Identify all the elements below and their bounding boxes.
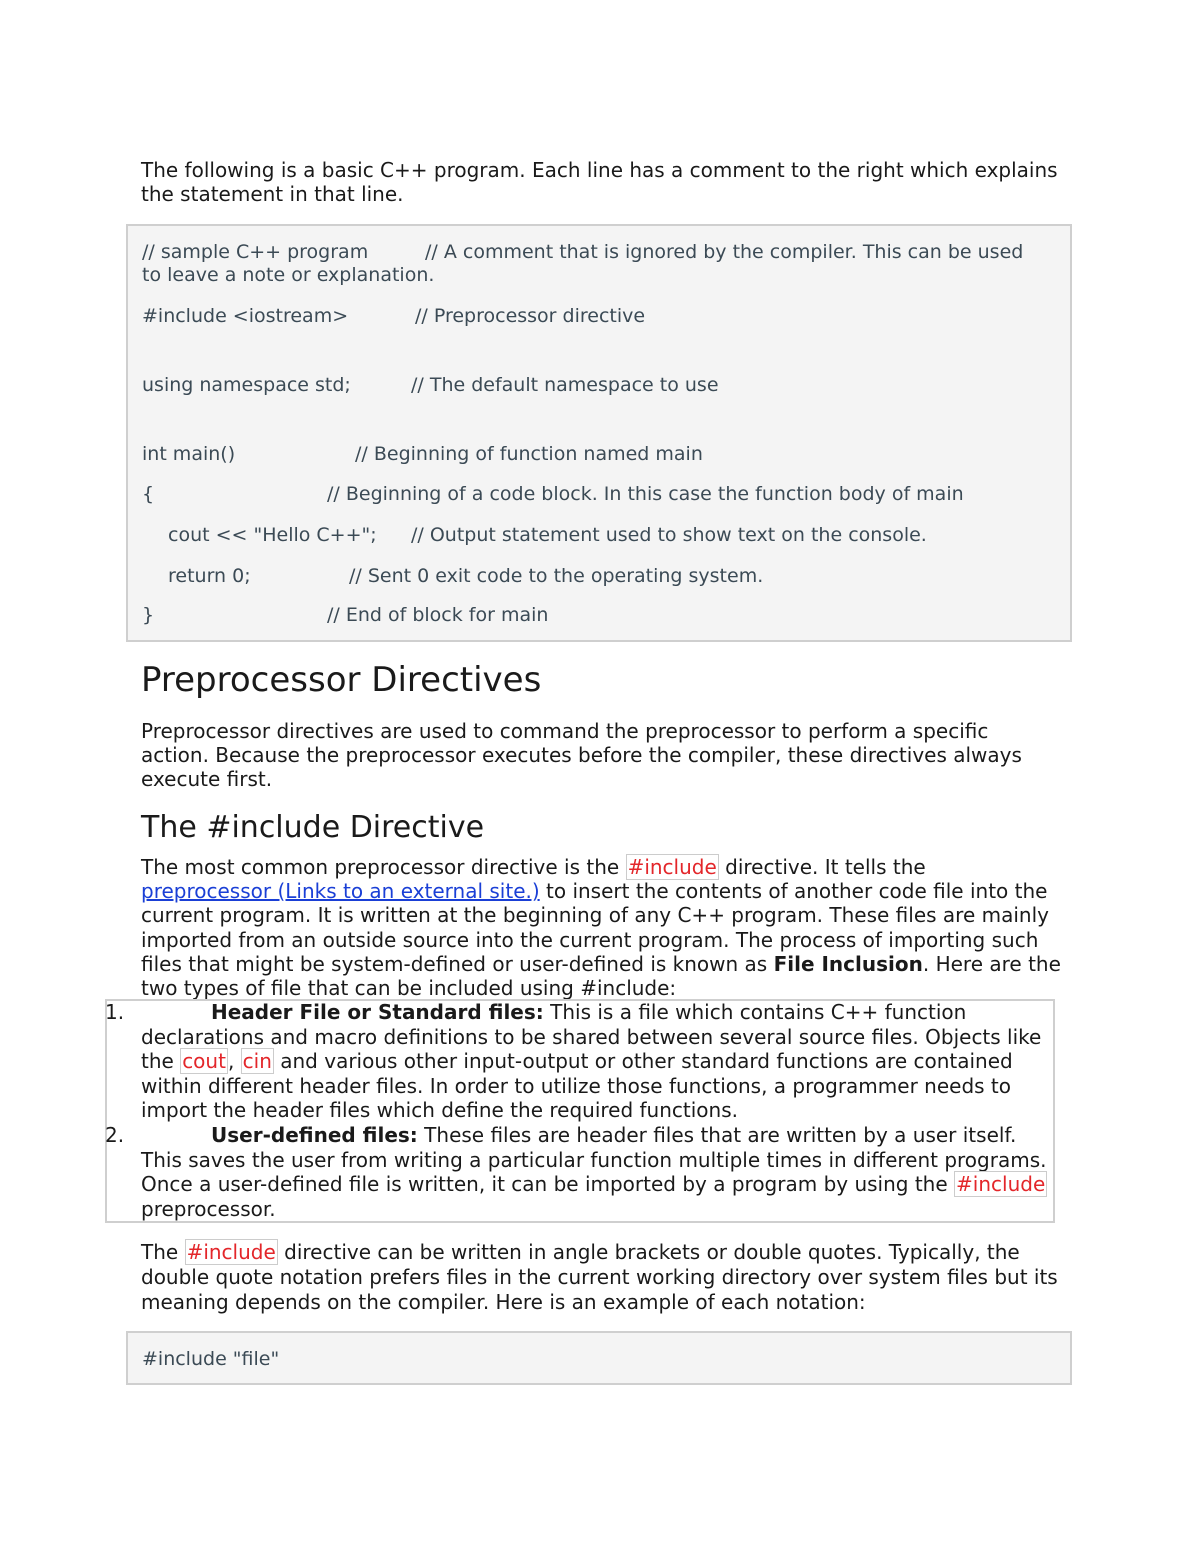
list-number: 1. bbox=[105, 1000, 125, 1024]
text-run: . Here are the two types of file that can be included using #include: bbox=[141, 951, 1061, 1001]
list-item-title: User-defined files: bbox=[211, 1123, 418, 1147]
preprocessor-external-link[interactable]: preprocessor (Links to an external site.) bbox=[141, 879, 540, 904]
code-line-3 bbox=[142, 374, 719, 397]
text-run: to insert the contents of another code file into the current program. It is written at the beginning of any C++ program. These files are mainly imported from an outside source into the current program. The process of importing such files that might be system-defined or user-defined is known as bbox=[141, 879, 1049, 976]
bold-term: File Inclusion bbox=[773, 951, 923, 976]
text-run: These files are header files that are written by a user itself. This saves the user from writing a particular function multiple times in different programs. Once a user-defined file is written, it can be imported by a program by using the bbox=[141, 1123, 1047, 1196]
code-line-6 bbox=[168, 524, 927, 547]
notation-paragraph bbox=[141, 1240, 1061, 1315]
code-line-2 bbox=[142, 305, 646, 328]
code-comment: // A comment that is ignored by the compiler. This can be used bbox=[425, 241, 1024, 263]
list-item bbox=[105, 1000, 1053, 1123]
example-code-line: #include "file" bbox=[142, 1348, 280, 1370]
code-comment-continued: to leave a note or explanation. bbox=[142, 264, 435, 286]
inline-code-cout: cout bbox=[182, 1049, 226, 1073]
include-paragraph bbox=[141, 855, 1061, 1000]
text-run: The bbox=[141, 1240, 185, 1264]
code-text: } bbox=[142, 604, 155, 626]
preprocessor-paragraph: Preprocessor directives are used to command the preprocessor to perform a specific action. Because the preprocessor executes before the compiler, these directives always execute first. bbox=[141, 719, 1022, 791]
code-text: cout << "Hello C++"; bbox=[168, 524, 377, 546]
text-run: directive can be written in angle brackets or double quotes. Typically, the double quote notation prefers files in the current working directory over system files but its meaning depends on the compiler. Here is an example of each notation: bbox=[141, 1240, 1058, 1314]
text-run: directive. It tells the bbox=[718, 855, 926, 879]
code-comment: // Preprocessor directive bbox=[415, 305, 646, 327]
text-run: , bbox=[227, 1049, 241, 1073]
text-run: The most common preprocessor directive is the bbox=[141, 855, 626, 879]
code-comment: // Sent 0 exit code to the operating system. bbox=[349, 565, 764, 587]
inline-code-include: #include bbox=[956, 1172, 1046, 1196]
code-text: int main() bbox=[142, 443, 236, 465]
code-text: { bbox=[142, 483, 155, 505]
code-comment: // End of block for main bbox=[327, 604, 549, 626]
code-comment: // Beginning of function named main bbox=[355, 443, 703, 465]
code-comment: // Beginning of a code block. In this case the function body of main bbox=[327, 483, 964, 505]
code-text: #include <iostream> bbox=[142, 305, 349, 327]
text-run: preprocessor. bbox=[141, 1196, 276, 1221]
code-sample-block bbox=[126, 224, 1072, 642]
inline-code-include: #include bbox=[186, 1240, 276, 1264]
inline-code-include: #include bbox=[627, 855, 717, 879]
text-run: This is a file which contains C++ function declarations and macro definitions to be shared between several source files. Objects like the bbox=[141, 1000, 1042, 1073]
include-heading: The #include Directive bbox=[141, 810, 485, 845]
text-run: and various other input-output or other standard functions are contained within different header files. In order to utilize those functions, a programmer needs to import the header files which define the required functions. bbox=[141, 1049, 1013, 1122]
code-line-5 bbox=[142, 483, 964, 506]
code-text: using namespace std; bbox=[142, 374, 351, 396]
list-item-title: Header File or Standard files: bbox=[211, 1000, 544, 1024]
list-item bbox=[105, 1123, 1053, 1221]
code-line-8 bbox=[142, 604, 549, 627]
code-text: // sample C++ program bbox=[142, 241, 369, 263]
intro-paragraph: The following is a basic C++ program. Each line has a comment to the right which explains the statement in that line. bbox=[141, 158, 1058, 206]
example-code-block bbox=[126, 1331, 1072, 1385]
code-comment: // Output statement used to show text on the console. bbox=[411, 524, 927, 546]
code-text: return 0; bbox=[168, 565, 251, 587]
list-number: 2. bbox=[105, 1123, 125, 1147]
inline-code-cin: cin bbox=[242, 1049, 272, 1073]
code-comment: // The default namespace to use bbox=[411, 374, 719, 396]
code-line-1 bbox=[142, 241, 1024, 264]
code-line-4 bbox=[142, 443, 703, 466]
preprocessor-heading: Preprocessor Directives bbox=[141, 660, 542, 700]
code-line-7 bbox=[168, 565, 764, 588]
